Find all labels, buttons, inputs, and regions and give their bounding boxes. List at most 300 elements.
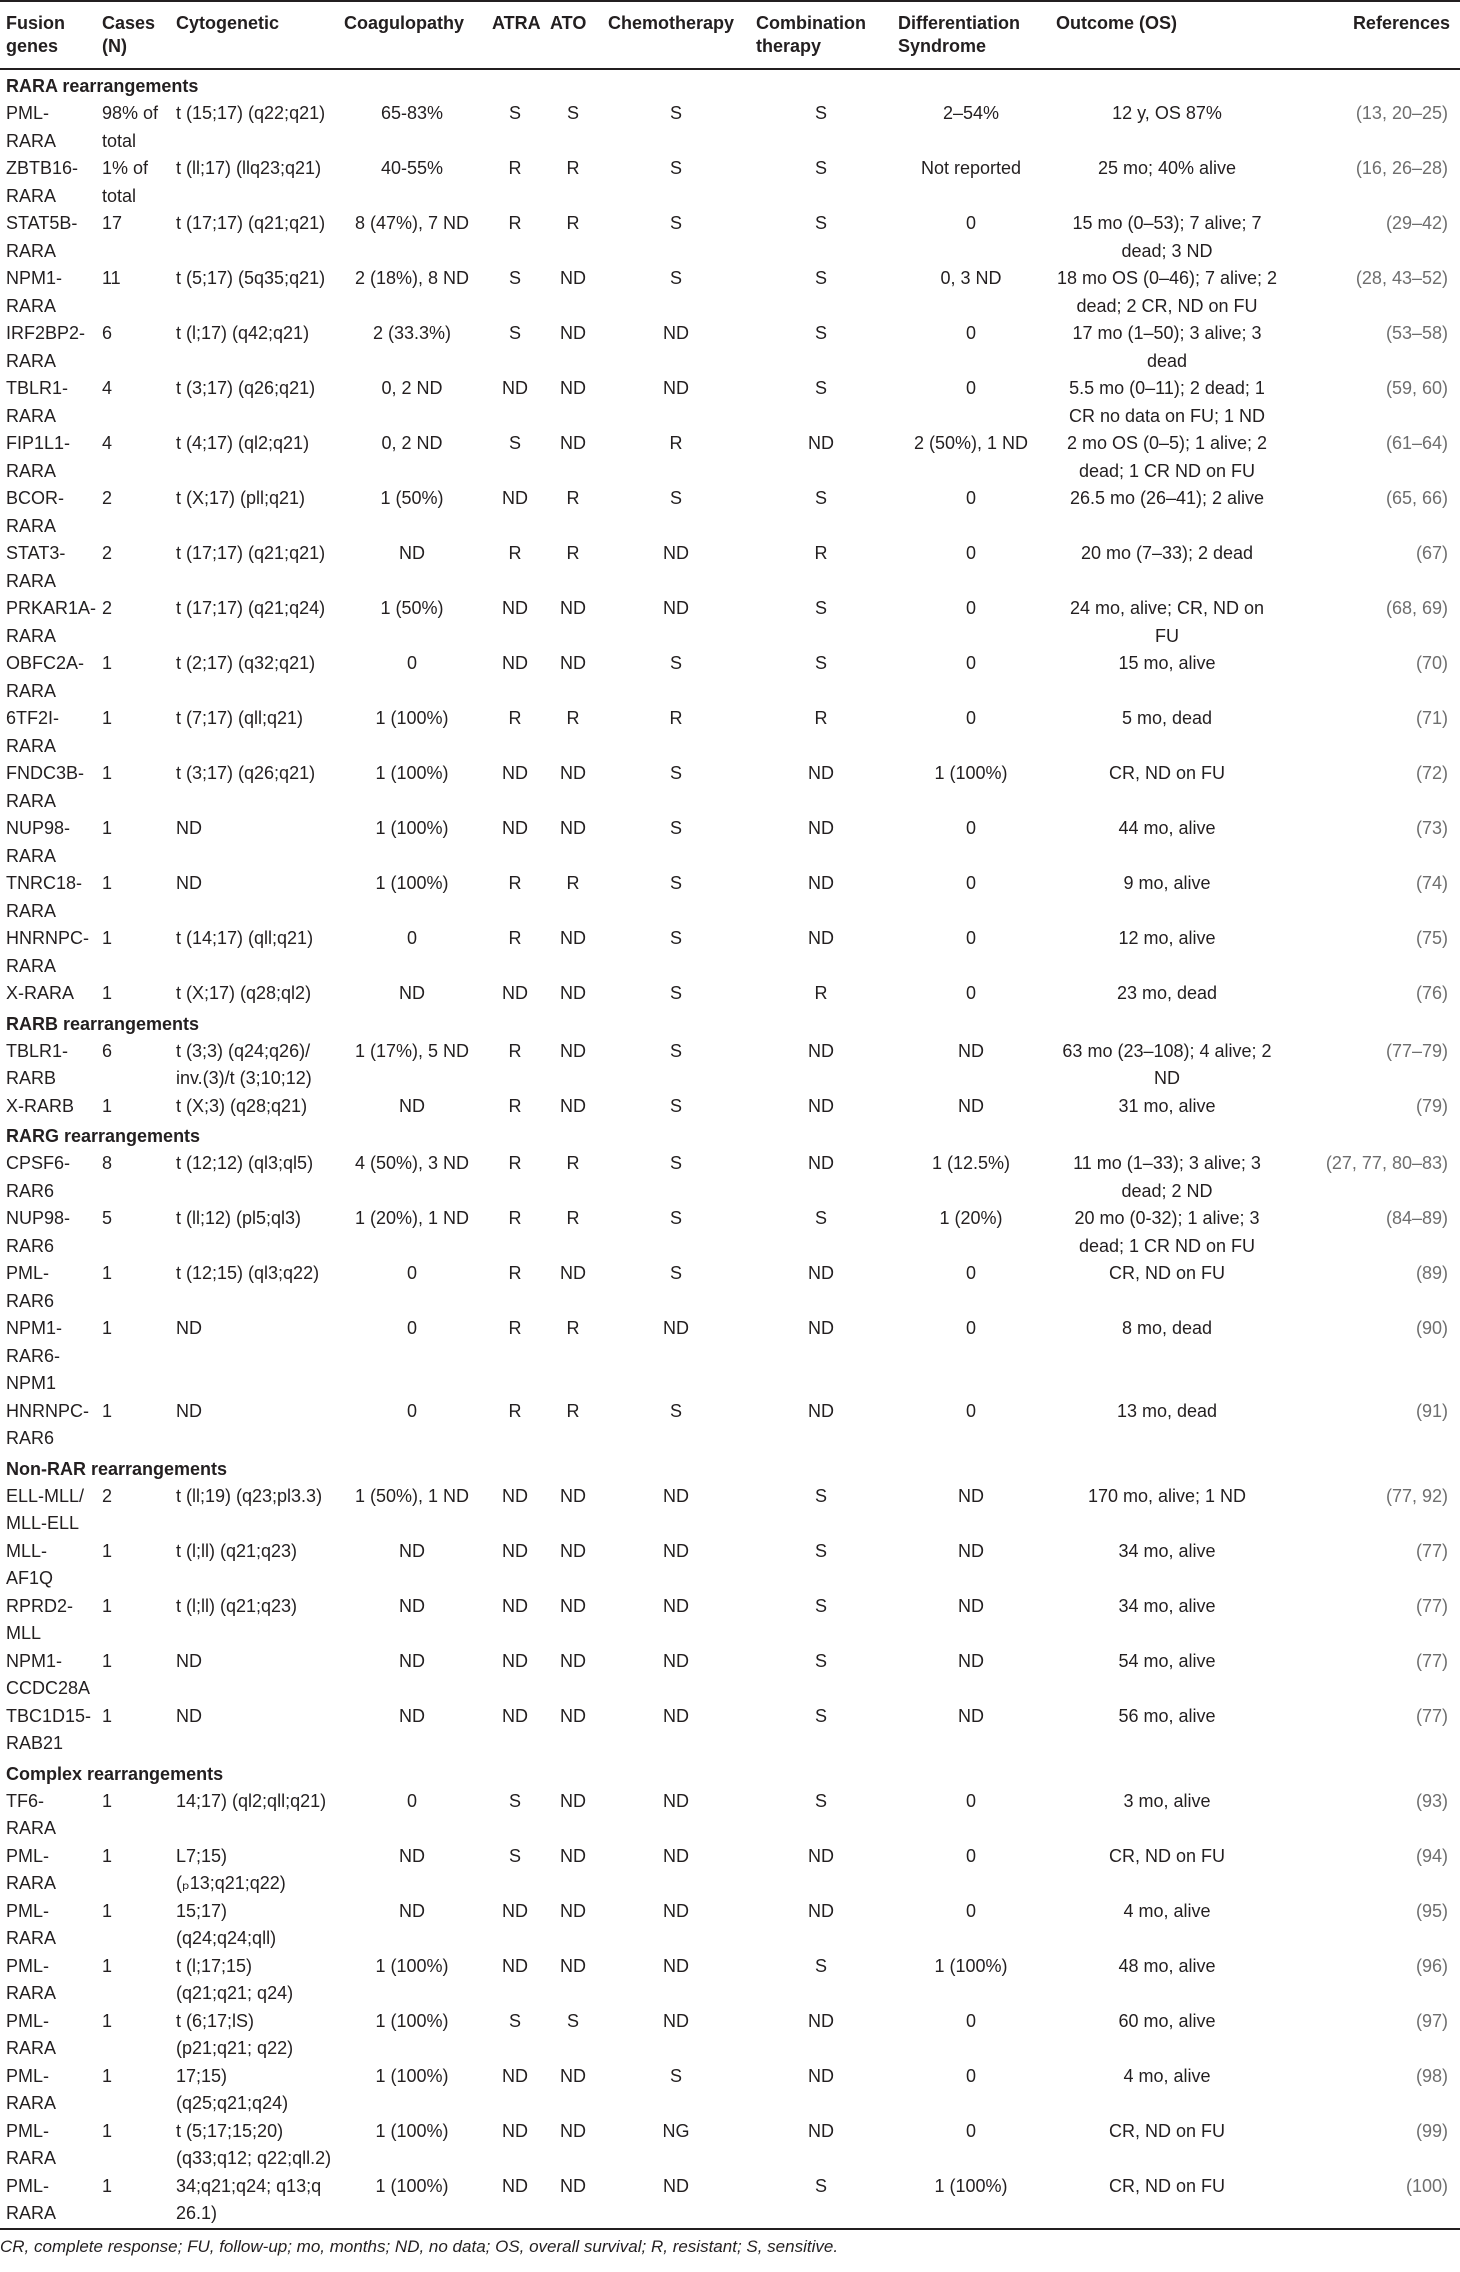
atra-cell: ND	[502, 1900, 528, 1921]
fusion-gene-cell: TNRC18-RARA	[6, 873, 83, 921]
outcome-cell: 11 mo (1–33); 3 alive; 3 dead; 2 ND	[1073, 1153, 1261, 1201]
table-row	[0, 210, 1460, 265]
ato-cell: R	[566, 158, 580, 178]
differentiation-syndrome-cell: 0	[965, 2010, 976, 2031]
cytogenetic-cell: t (l;17;15) (q21;q21; q24)	[176, 1955, 294, 2003]
references-cell: (74)	[1415, 873, 1448, 893]
references-cell: (84–89)	[1385, 1208, 1448, 1228]
differentiation-syndrome-cell: 0	[965, 1845, 976, 1866]
differentiation-syndrome-cell: 2–54%	[942, 103, 1000, 123]
cases-cell: 1	[102, 818, 113, 838]
outcome-cell: 34 mo, alive	[1118, 1540, 1216, 1561]
cases-cell: 1	[102, 1540, 113, 1561]
chemotherapy-cell: S	[669, 488, 682, 508]
references-cell: (89)	[1415, 1263, 1448, 1283]
table-row	[0, 925, 1460, 980]
table-row	[0, 2008, 1460, 2063]
cases-cell: 1	[102, 1263, 113, 1283]
combination-therapy-cell: S	[814, 1955, 827, 1976]
ato-cell: ND	[560, 323, 586, 343]
cytogenetic-cell: ND	[176, 873, 202, 893]
outcome-cell: 12 y, OS 87%	[1112, 103, 1222, 123]
coagulopathy-cell: 65-83%	[380, 103, 444, 123]
references-cell: (68, 69)	[1385, 598, 1448, 618]
atra-cell: ND	[502, 378, 528, 398]
references-cell: (77)	[1415, 1705, 1448, 1726]
differentiation-syndrome-cell: 0	[965, 543, 976, 563]
fusion-gene-cell: PML-RARA	[6, 2120, 57, 2168]
cases-cell: 2	[102, 598, 113, 618]
references-cell: (97)	[1415, 2010, 1448, 2031]
references-cell: (73)	[1415, 818, 1448, 838]
ato-cell: R	[566, 873, 580, 893]
ato-cell: ND	[560, 1705, 586, 1726]
references-cell: (77, 92)	[1385, 1485, 1448, 1506]
fusion-gene-cell: FIP1L1-RARA	[6, 433, 71, 481]
atra-cell: ND	[502, 1705, 528, 1726]
atra-cell: ND	[502, 818, 528, 838]
atra-cell: ND	[502, 2065, 528, 2086]
table-footnote: CR, complete response; FU, follow-up; mo, months; ND, no data; OS, overall survival; R, resistant; S, sensitive.	[0, 2236, 839, 2256]
cases-cell: 2	[102, 1485, 113, 1506]
references-cell: (77–79)	[1385, 1040, 1448, 1061]
cytogenetic-cell: t (17;17) (q21;q24)	[176, 598, 326, 618]
outcome-cell: 15 mo (0–53); 7 alive; 7 dead; 3 ND	[1072, 213, 1262, 261]
ato-cell: ND	[560, 1040, 586, 1061]
header-cases: Cases (N)	[102, 13, 156, 56]
table-row	[0, 155, 1460, 210]
chemotherapy-cell: S	[669, 1400, 682, 1421]
cytogenetic-cell: L7;15) (ₚ13;q21;q22)	[176, 1845, 286, 1893]
table-row	[0, 1150, 1460, 1205]
header-cytogenetic: Cytogenetic	[176, 13, 280, 33]
fusion-gene-cell: HNRNPC-RARA	[6, 928, 89, 976]
differentiation-syndrome-cell: 1 (100%)	[934, 1955, 1008, 1976]
table-row	[0, 1538, 1460, 1593]
header-chemotherapy: Chemotherapy	[608, 13, 735, 33]
cytogenetic-cell: t (14;17) (qll;q21)	[176, 928, 314, 948]
cases-cell: 6	[102, 323, 113, 343]
cases-cell: 1	[102, 653, 113, 673]
ato-cell: S	[566, 2010, 579, 2031]
combination-therapy-cell: R	[814, 708, 828, 728]
atra-cell: R	[508, 1040, 522, 1061]
combination-therapy-cell: ND	[808, 873, 834, 893]
differentiation-syndrome-cell: 1 (100%)	[934, 763, 1008, 783]
fusion-gene-cell: PML-RARA	[6, 2010, 57, 2058]
chemotherapy-cell: ND	[663, 1595, 689, 1616]
differentiation-syndrome-cell: 1 (12.5%)	[931, 1153, 1011, 1173]
chemotherapy-cell: S	[669, 983, 682, 1003]
ato-cell: ND	[560, 1650, 586, 1671]
section-row	[0, 1758, 1460, 1788]
ato-cell: R	[566, 1208, 580, 1228]
outcome-cell: 5 mo, dead	[1121, 708, 1213, 728]
atra-cell: ND	[502, 983, 528, 1003]
cases-cell: 1	[102, 1095, 113, 1116]
combination-therapy-cell: R	[814, 983, 828, 1003]
outcome-cell: 170 mo, alive; 1 ND	[1087, 1485, 1247, 1506]
cases-cell: 1	[102, 2120, 113, 2141]
table-row	[0, 650, 1460, 705]
cases-cell: 11	[102, 268, 121, 288]
table-row	[0, 100, 1460, 155]
section-row	[0, 69, 1460, 100]
combination-therapy-cell: ND	[808, 928, 834, 948]
combination-therapy-cell: S	[814, 1705, 827, 1726]
combination-therapy-cell: ND	[808, 2065, 834, 2086]
combination-therapy-cell: ND	[808, 1845, 834, 1866]
table-row	[0, 430, 1460, 485]
ato-cell: R	[566, 1318, 580, 1338]
section-heading: RARA rearrangements	[6, 76, 199, 96]
cytogenetic-cell: t (6;17;lS) (p21;q21; q22)	[176, 2010, 294, 2058]
coagulopathy-cell: 1 (100%)	[375, 873, 449, 893]
ato-cell: ND	[560, 1095, 586, 1116]
differentiation-syndrome-cell: 1 (20%)	[939, 1208, 1003, 1228]
ato-cell: ND	[560, 1263, 586, 1283]
chemotherapy-cell: ND	[663, 598, 689, 618]
chemotherapy-cell: ND	[663, 323, 689, 343]
combination-therapy-cell: ND	[808, 763, 834, 783]
fusion-gene-cell: FNDC3B-RARA	[6, 763, 85, 811]
table-row	[0, 1953, 1460, 2008]
coagulopathy-cell: 0	[406, 1263, 417, 1283]
chemotherapy-cell: S	[669, 103, 682, 123]
references-cell: (76)	[1415, 983, 1448, 1003]
atra-cell: ND	[502, 2120, 528, 2141]
coagulopathy-cell: 2 (18%), 8 ND	[354, 268, 470, 288]
chemotherapy-cell: NG	[662, 2120, 690, 2141]
chemotherapy-cell: S	[669, 1153, 682, 1173]
cytogenetic-cell: t (3;17) (q26;q21)	[176, 378, 316, 398]
cytogenetic-cell: t (12;15) (ql3;q22)	[176, 1263, 320, 1283]
table-row	[0, 2118, 1460, 2173]
combination-therapy-cell: S	[814, 213, 827, 233]
cytogenetic-cell: t (5;17) (5q35;q21)	[176, 268, 326, 288]
chemotherapy-cell: R	[669, 433, 683, 453]
header-atra: ATRA	[492, 13, 541, 33]
combination-therapy-cell: S	[814, 103, 827, 123]
differentiation-syndrome-cell: 0	[965, 213, 976, 233]
coagulopathy-cell: ND	[399, 1650, 425, 1671]
combination-therapy-cell: S	[814, 323, 827, 343]
differentiation-syndrome-cell: 0	[965, 2120, 976, 2141]
references-cell: (16, 26–28)	[1355, 158, 1448, 178]
table-row	[0, 870, 1460, 925]
atra-cell: ND	[502, 1540, 528, 1561]
cases-cell: 1	[102, 1400, 113, 1421]
table-row	[0, 815, 1460, 870]
chemotherapy-cell: S	[669, 2065, 682, 2086]
outcome-cell: CR, ND on FU	[1108, 763, 1225, 783]
cases-cell: 1	[102, 873, 113, 893]
atra-cell: R	[508, 543, 522, 563]
header-combination-therapy: Combination therapy	[756, 13, 866, 56]
coagulopathy-cell: 0	[406, 1318, 417, 1338]
outcome-cell: 20 mo (7–33); 2 dead	[1080, 543, 1254, 563]
differentiation-syndrome-cell: 0	[965, 488, 976, 508]
chemotherapy-cell: ND	[663, 1900, 689, 1921]
references-cell: (72)	[1415, 763, 1448, 783]
header-references: References	[1352, 13, 1450, 33]
cases-cell: 1	[102, 708, 113, 728]
cytogenetic-cell: 15;17) (q24;q24;qll)	[176, 1900, 277, 1948]
outcome-cell: 23 mo, dead	[1116, 983, 1218, 1003]
header-ato: ATO	[550, 13, 587, 33]
table-header	[0, 1, 1460, 69]
differentiation-syndrome-cell: ND	[958, 1040, 984, 1061]
combination-therapy-cell: ND	[808, 1400, 834, 1421]
ato-cell: ND	[560, 653, 586, 673]
coagulopathy-cell: 8 (47%), 7 ND	[354, 213, 470, 233]
cases-cell: 6	[102, 1040, 113, 1061]
outcome-cell: 48 mo, alive	[1118, 1955, 1216, 1976]
chemotherapy-cell: ND	[663, 1318, 689, 1338]
differentiation-syndrome-cell: Not reported	[920, 158, 1022, 178]
cytogenetic-cell: 34;q21;q24; q13;q 26.1)	[176, 2175, 322, 2223]
atra-cell: ND	[502, 1485, 528, 1506]
fusion-gene-cell: BCOR-RARA	[6, 488, 64, 536]
differentiation-syndrome-cell: 0	[965, 598, 976, 618]
cytogenetic-cell: ND	[176, 1318, 202, 1338]
combination-therapy-cell: R	[814, 543, 828, 563]
atra-cell: R	[508, 1400, 522, 1421]
table-row	[0, 265, 1460, 320]
chemotherapy-cell: S	[669, 1263, 682, 1283]
fusion-gene-cell: 6TF2I-RARA	[6, 708, 60, 756]
coagulopathy-cell: ND	[399, 983, 425, 1003]
references-cell: (100)	[1405, 2175, 1448, 2196]
atra-cell: ND	[502, 2175, 528, 2196]
fusion-gene-cell: PML-RARA	[6, 1845, 57, 1893]
combination-therapy-cell: ND	[808, 1095, 834, 1116]
ato-cell: R	[566, 213, 580, 233]
chemotherapy-cell: S	[669, 1208, 682, 1228]
differentiation-syndrome-cell: 0	[965, 873, 976, 893]
ato-cell: R	[566, 708, 580, 728]
outcome-cell: 9 mo, alive	[1123, 873, 1211, 893]
combination-therapy-cell: S	[814, 158, 827, 178]
differentiation-syndrome-cell: 0	[965, 2065, 976, 2086]
cytogenetic-cell: ND	[176, 1705, 202, 1726]
outcome-cell: 12 mo, alive	[1118, 928, 1216, 948]
table-row	[0, 1093, 1460, 1121]
cytogenetic-cell: t (X;17) (q28;ql2)	[176, 983, 312, 1003]
fusion-gene-cell: PML-RARA	[6, 1900, 57, 1948]
outcome-cell: 4 mo, alive	[1123, 1900, 1211, 1921]
outcome-cell: 18 mo OS (0–46); 7 alive; 2 dead; 2 CR, ND on FU	[1056, 268, 1278, 316]
fusion-gene-cell: PML-RARA	[6, 2175, 57, 2223]
outcome-cell: CR, ND on FU	[1108, 2175, 1225, 2196]
fusion-gene-cell: NUP98-RAR6	[6, 1208, 71, 1256]
fusion-gene-cell: OBFC2A-RARA	[6, 653, 85, 701]
cases-cell: 8	[102, 1153, 113, 1173]
atra-cell: R	[508, 158, 522, 178]
references-cell: (90)	[1415, 1318, 1448, 1338]
ato-cell: ND	[560, 378, 586, 398]
atra-cell: S	[508, 1790, 521, 1811]
cases-cell: 1	[102, 983, 113, 1003]
cytogenetic-cell: t (4;17) (ql2;q21)	[176, 433, 310, 453]
outcome-cell: 25 mo; 40% alive	[1097, 158, 1237, 178]
cases-cell: 1	[102, 1900, 113, 1921]
table-row	[0, 1398, 1460, 1453]
references-cell: (79)	[1415, 1095, 1448, 1116]
ato-cell: R	[566, 543, 580, 563]
coagulopathy-cell: 1 (17%), 5 ND	[354, 1040, 470, 1061]
table-body	[0, 69, 1460, 2229]
table-row	[0, 760, 1460, 815]
fusion-gene-cell: NUP98-RARA	[6, 818, 71, 866]
references-cell: (77)	[1415, 1595, 1448, 1616]
coagulopathy-cell: 0, 2 ND	[381, 378, 443, 398]
differentiation-syndrome-cell: 0, 3 ND	[940, 268, 1002, 288]
differentiation-syndrome-cell: 0	[965, 1900, 976, 1921]
cytogenetic-cell: 14;17) (ql2;qll;q21)	[176, 1790, 327, 1811]
chemotherapy-cell: S	[669, 818, 682, 838]
ato-cell: ND	[560, 1955, 586, 1976]
cytogenetic-cell: t (7;17) (qll;q21)	[176, 708, 304, 728]
outcome-cell: 56 mo, alive	[1118, 1705, 1216, 1726]
table-row	[0, 705, 1460, 760]
outcome-cell: 2 mo OS (0–5); 1 alive; 2 dead; 1 CR ND on FU	[1066, 433, 1268, 481]
references-cell: (28, 43–52)	[1355, 268, 1448, 288]
differentiation-syndrome-cell: ND	[958, 1650, 984, 1671]
ato-cell: ND	[560, 928, 586, 948]
references-cell: (95)	[1415, 1900, 1448, 1921]
references-cell: (77)	[1415, 1540, 1448, 1561]
cytogenetic-cell: ND	[176, 1650, 202, 1671]
ato-cell: S	[566, 103, 579, 123]
table-row	[0, 980, 1460, 1008]
coagulopathy-cell: ND	[399, 543, 425, 563]
references-cell: (96)	[1415, 1955, 1448, 1976]
outcome-cell: 4 mo, alive	[1123, 2065, 1211, 2086]
fusion-gene-cell: TBC1D15-RAB21	[6, 1705, 92, 1753]
combination-therapy-cell: S	[814, 653, 827, 673]
chemotherapy-cell: S	[669, 873, 682, 893]
coagulopathy-cell: ND	[399, 1540, 425, 1561]
cytogenetic-cell: t (l;ll) (q21;q23)	[176, 1595, 298, 1616]
section-heading: Non-RAR rearrangements	[6, 1458, 228, 1479]
differentiation-syndrome-cell: ND	[958, 1705, 984, 1726]
combination-therapy-cell: ND	[808, 2120, 834, 2141]
fusion-gene-cell: NPM1-RARA	[6, 268, 63, 316]
ato-cell: ND	[560, 2120, 586, 2141]
section-row	[0, 1120, 1460, 1150]
cases-cell: 1	[102, 2010, 113, 2031]
atra-cell: R	[508, 1263, 522, 1283]
fusion-gene-cell: X-RARB	[6, 1095, 75, 1116]
coagulopathy-cell: 1 (50%)	[380, 598, 444, 618]
ato-cell: ND	[560, 2065, 586, 2086]
ato-cell: ND	[560, 1900, 586, 1921]
section-row	[0, 1453, 1460, 1483]
coagulopathy-cell: 1 (100%)	[375, 708, 449, 728]
differentiation-syndrome-cell: 0	[965, 653, 976, 673]
combination-therapy-cell: S	[814, 1595, 827, 1616]
differentiation-syndrome-cell: 0	[965, 983, 976, 1003]
atra-cell: R	[508, 1153, 522, 1173]
references-cell: (13, 20–25)	[1355, 103, 1448, 123]
header-coagulopathy: Coagulopathy	[344, 13, 464, 33]
cases-cell: 5	[102, 1208, 113, 1228]
references-cell: (27, 77, 80–83)	[1325, 1153, 1448, 1173]
atra-cell: R	[508, 1208, 522, 1228]
references-cell: (93)	[1415, 1790, 1448, 1811]
differentiation-syndrome-cell: 2 (50%), 1 ND	[913, 433, 1029, 453]
table-row	[0, 1648, 1460, 1703]
chemotherapy-cell: S	[669, 653, 682, 673]
cytogenetic-cell: t (3;3) (q24;q26)/ inv.(3)/t (3;10;12)	[176, 1040, 312, 1088]
chemotherapy-cell: ND	[663, 1955, 689, 1976]
fusion-gene-cell: TBLR1-RARA	[6, 378, 69, 426]
coagulopathy-cell: 1 (100%)	[375, 2010, 449, 2031]
cytogenetic-cell: ND	[176, 818, 202, 838]
fusion-gene-cell: CPSF6-RAR6	[6, 1153, 71, 1201]
cases-cell: 4	[102, 378, 113, 398]
differentiation-syndrome-cell: ND	[958, 1485, 984, 1506]
cytogenetic-cell: t (ll;17) (llq23;q21)	[176, 158, 322, 178]
atra-cell: S	[508, 103, 521, 123]
section-heading: Complex rearrangements	[6, 1763, 224, 1784]
outcome-cell: 8 mo, dead	[1121, 1318, 1213, 1338]
references-cell: (70)	[1415, 653, 1448, 673]
table-row	[0, 2063, 1460, 2118]
ato-cell: ND	[560, 268, 586, 288]
fusion-gene-cell: RPRD2-MLL	[6, 1595, 74, 1643]
outcome-cell: 34 mo, alive	[1118, 1595, 1216, 1616]
table-row	[0, 1898, 1460, 1953]
fusion-gene-cell: PML-RARA	[6, 1955, 57, 2003]
fusion-gene-cell: PML-RAR6	[6, 1263, 55, 1311]
references-cell: (99)	[1415, 2120, 1448, 2141]
outcome-cell: 20 mo (0-32); 1 alive; 3 dead; 1 CR ND on FU	[1074, 1208, 1260, 1256]
outcome-cell: 24 mo, alive; CR, ND on FU	[1069, 598, 1265, 646]
coagulopathy-cell: 1 (100%)	[375, 763, 449, 783]
atra-cell: R	[508, 213, 522, 233]
combination-therapy-cell: ND	[808, 2010, 834, 2031]
outcome-cell: 13 mo, dead	[1116, 1400, 1218, 1421]
combination-therapy-cell: S	[814, 378, 827, 398]
atra-cell: ND	[502, 1955, 528, 1976]
cytogenetic-cell: 17;15) (q25;q21;q24)	[176, 2065, 289, 2113]
atra-cell: S	[508, 1845, 521, 1866]
atra-cell: S	[508, 2010, 521, 2031]
cytogenetic-cell: t (12;12) (ql3;ql5)	[176, 1153, 314, 1173]
coagulopathy-cell: ND	[399, 1095, 425, 1116]
coagulopathy-cell: 1 (100%)	[375, 1955, 449, 1976]
combination-therapy-cell: S	[814, 1540, 827, 1561]
combination-therapy-cell: S	[814, 598, 827, 618]
differentiation-syndrome-cell: 1 (100%)	[934, 2175, 1008, 2196]
references-cell: (94)	[1415, 1845, 1448, 1866]
ato-cell: ND	[560, 1595, 586, 1616]
fusion-gene-cell: ZBTB16-RARA	[6, 158, 79, 206]
references-cell: (71)	[1415, 708, 1448, 728]
atra-cell: R	[508, 873, 522, 893]
ato-cell: ND	[560, 1845, 586, 1866]
chemotherapy-cell: ND	[663, 1845, 689, 1866]
fusion-gene-cell: X-RARA	[6, 983, 75, 1003]
cases-cell: 1	[102, 763, 113, 783]
combination-therapy-cell: S	[814, 1790, 827, 1811]
chemotherapy-cell: ND	[663, 1540, 689, 1561]
ato-cell: ND	[560, 818, 586, 838]
differentiation-syndrome-cell: 0	[965, 818, 976, 838]
coagulopathy-cell: ND	[399, 1900, 425, 1921]
